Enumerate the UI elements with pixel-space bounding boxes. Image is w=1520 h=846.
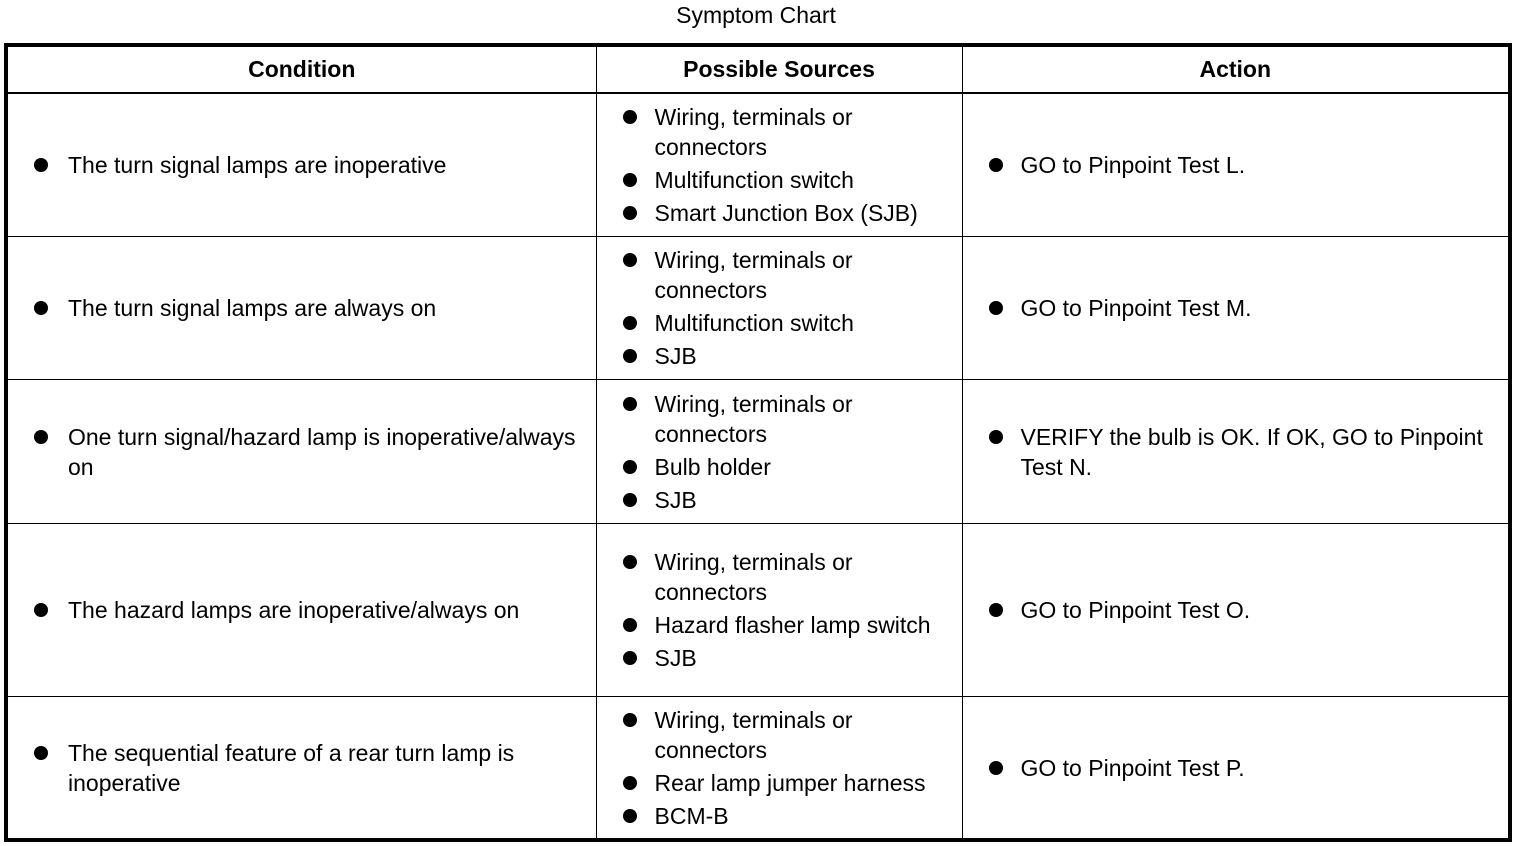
bullet-icon <box>623 173 637 187</box>
source-text: SJB <box>654 343 697 369</box>
action-item <box>989 150 1497 180</box>
source-text: Rear lamp jumper harness <box>654 769 926 796</box>
condition-item <box>34 595 584 625</box>
bullet-icon <box>989 158 1003 172</box>
condition-text: The hazard lamps are inoperative/always on <box>68 597 520 623</box>
source-item <box>623 198 956 228</box>
source-item <box>623 768 956 798</box>
bullet-icon <box>623 397 637 411</box>
bullet-icon <box>34 746 48 760</box>
sources-cell <box>596 697 962 841</box>
bullet-icon <box>623 349 637 363</box>
source-text: Multifunction switch <box>654 310 854 336</box>
source-item <box>623 165 956 195</box>
source-text: SJB <box>654 645 697 671</box>
source-text: Wiring, terminals or connectors <box>654 247 853 303</box>
action-cell <box>962 524 1510 697</box>
source-item <box>623 389 956 449</box>
action-cell <box>962 380 1510 524</box>
bullet-icon <box>623 253 637 267</box>
bullet-icon <box>989 761 1003 775</box>
bullet-icon <box>34 301 48 315</box>
source-item <box>623 341 956 371</box>
bullet-icon <box>623 651 637 665</box>
action-item <box>989 753 1497 783</box>
table-row <box>6 380 1510 524</box>
bullet-icon <box>623 618 637 632</box>
source-item <box>623 547 956 607</box>
bullet-icon <box>623 713 637 727</box>
action-text: GO to Pinpoint Test L. <box>1020 152 1246 178</box>
condition-cell <box>6 380 596 524</box>
action-text: GO to Pinpoint Test M. <box>1020 295 1252 321</box>
action-item <box>989 595 1497 625</box>
condition-text: The turn signal lamps are always on <box>68 295 437 321</box>
condition-cell <box>6 697 596 841</box>
sources-cell <box>596 524 962 697</box>
action-text: GO to Pinpoint Test P. <box>1020 754 1245 781</box>
bullet-icon <box>34 603 48 617</box>
sources-cell <box>596 93 962 237</box>
bullet-icon <box>623 776 637 790</box>
bullet-icon <box>623 110 637 124</box>
source-item <box>623 643 956 673</box>
table-row <box>6 697 1510 841</box>
bullet-icon <box>989 301 1003 315</box>
bullet-icon <box>623 555 637 569</box>
source-text: Bulb holder <box>654 453 771 480</box>
source-text: Multifunction switch <box>654 167 854 193</box>
source-text: Hazard flasher lamp switch <box>654 612 931 638</box>
chart-title: Symptom Chart <box>676 2 836 28</box>
sources-cell <box>596 380 962 524</box>
bullet-icon <box>989 430 1003 444</box>
source-text: Smart Junction Box (SJB) <box>654 200 918 226</box>
condition-item <box>34 738 584 798</box>
condition-text: One turn signal/hazard lamp is inoperative/always on <box>68 423 576 480</box>
condition-item <box>34 293 584 323</box>
source-text: Wiring, terminals or connectors <box>654 549 853 605</box>
bullet-icon <box>989 603 1003 617</box>
table-row <box>6 524 1510 697</box>
table-row <box>6 93 1510 237</box>
bullet-icon <box>34 158 48 172</box>
source-text: BCM-B <box>654 802 729 829</box>
source-text: SJB <box>654 486 697 513</box>
sources-cell <box>596 237 962 380</box>
header-condition: Condition <box>6 45 596 93</box>
condition-cell <box>6 93 596 237</box>
source-text: Wiring, terminals or connectors <box>654 390 853 447</box>
condition-text: The sequential feature of a rear turn lamp is inoperative <box>68 739 515 796</box>
bullet-icon <box>623 493 637 507</box>
header-possible-sources: Possible Sources <box>596 45 962 93</box>
action-text: GO to Pinpoint Test O. <box>1020 597 1251 623</box>
source-text: Wiring, terminals or connectors <box>654 706 853 763</box>
action-cell <box>962 697 1510 841</box>
bullet-icon <box>623 460 637 474</box>
condition-item <box>34 150 584 180</box>
symptom-table <box>4 43 1512 842</box>
action-item <box>989 422 1497 482</box>
action-item <box>989 293 1497 323</box>
bullet-icon <box>34 430 48 444</box>
source-item <box>623 102 956 162</box>
action-text: VERIFY the bulb is OK. If OK, GO to Pinpoint Test N. <box>1020 423 1483 480</box>
source-item <box>623 245 956 305</box>
header-row <box>6 45 1510 93</box>
source-item <box>623 610 956 640</box>
source-item <box>623 452 956 482</box>
condition-cell <box>6 524 596 697</box>
source-item <box>623 705 956 765</box>
table-row <box>6 237 1510 380</box>
bullet-icon <box>623 206 637 220</box>
source-item <box>623 801 956 831</box>
bullet-icon <box>623 316 637 330</box>
source-item <box>623 485 956 515</box>
source-text: Wiring, terminals or connectors <box>654 104 853 160</box>
bullet-icon <box>623 809 637 823</box>
condition-item <box>34 422 584 482</box>
header-action: Action <box>962 45 1510 93</box>
source-item <box>623 308 956 338</box>
condition-text: The turn signal lamps are inoperative <box>68 152 447 178</box>
action-cell <box>962 237 1510 380</box>
condition-cell <box>6 237 596 380</box>
action-cell <box>962 93 1510 237</box>
